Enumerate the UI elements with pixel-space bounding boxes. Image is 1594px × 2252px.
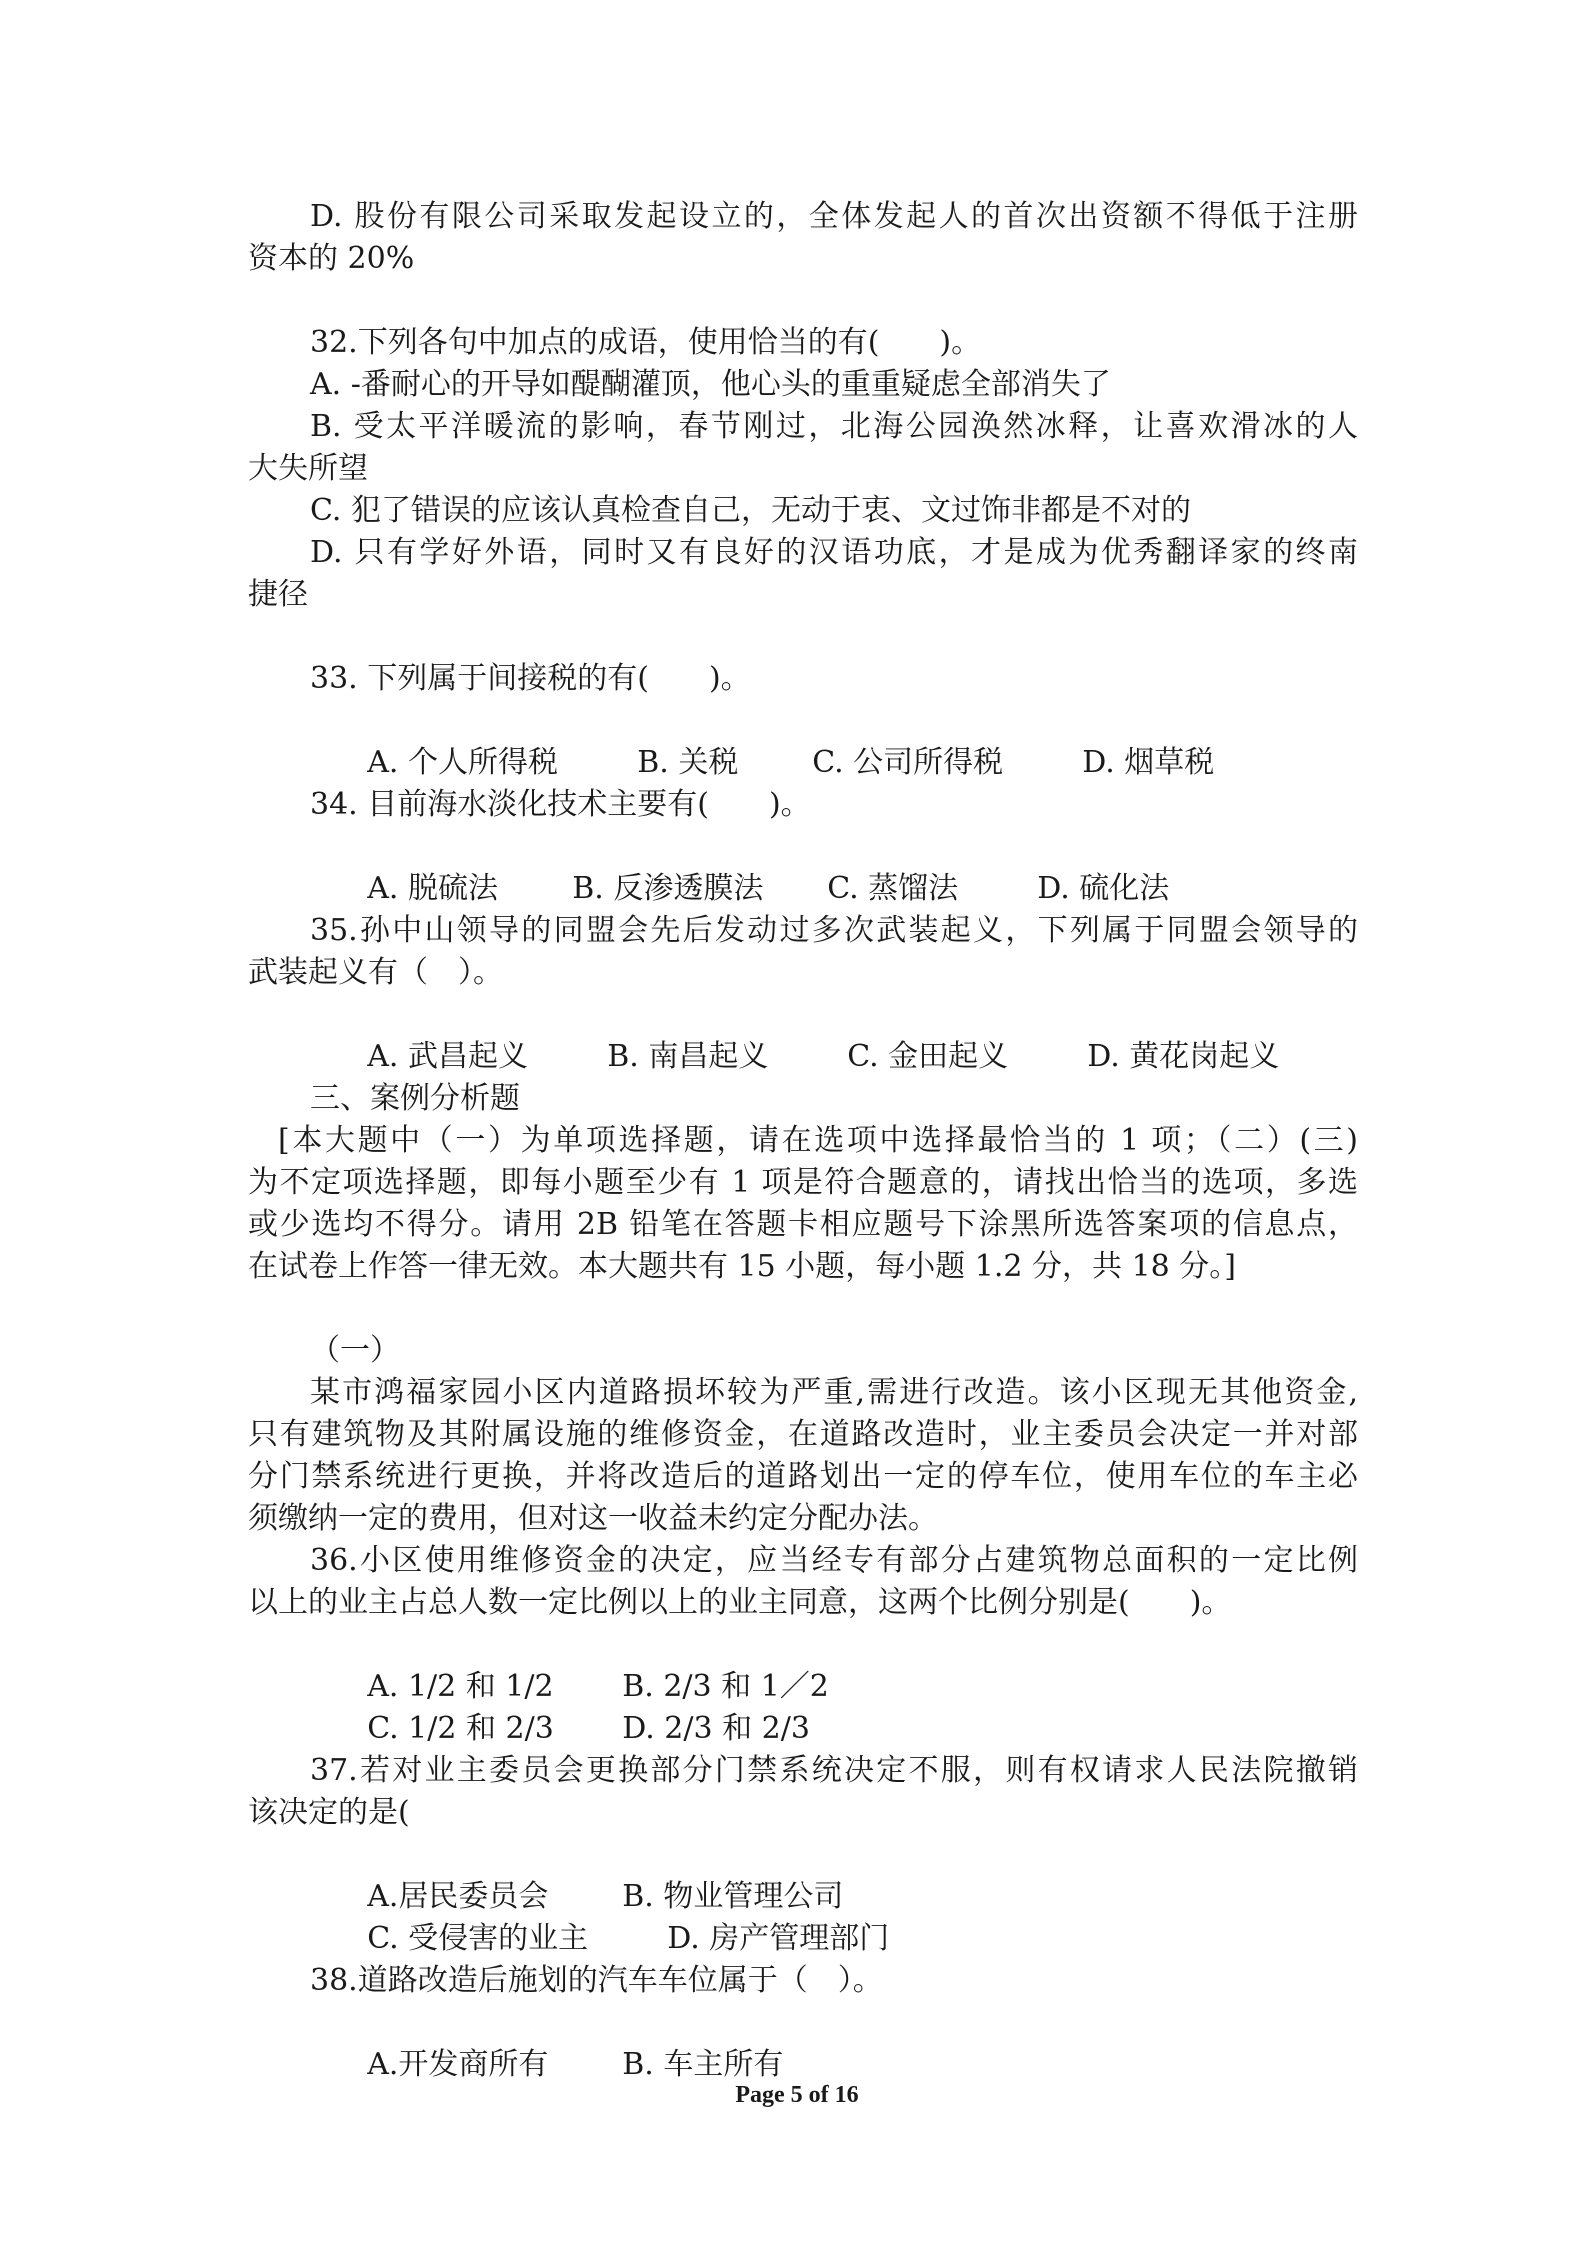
q37-stem-line1: 37.若对业主委员会更换部分门禁系统决定不服，则有权请求人民法院撤销 <box>310 1753 1358 1788</box>
q36-stem-line2: 以上的业主占总人数一定比例以上的业主同意，这两个比例分别是( )。 <box>248 1585 1232 1620</box>
q37-option-a: A.居民委员会 <box>367 1879 549 1914</box>
section3-title: 三、案例分析题 <box>310 1081 520 1116</box>
q33-option-d: D. 烟草税 <box>1082 745 1215 780</box>
q36-option-d: D. 2/3 和 2/3 <box>622 1711 810 1746</box>
q31-option-d-line2: 资本的 20% <box>248 241 415 276</box>
q36-option-b: B. 2/3 和 1／2 <box>622 1669 829 1704</box>
q34-option-c: C. 蒸馏法 <box>827 871 959 906</box>
page-content <box>248 196 1358 2082</box>
q37-option-c: C. 受侵害的业主 <box>367 1921 589 1956</box>
q37-options-row1 <box>248 1834 1358 1914</box>
q35-stem-line1: 35.孙中山领导的同盟会先后发动过多次武装起义，下列属于同盟会领导的 <box>310 913 1358 948</box>
q35-option-a: A. 武昌起义 <box>367 1039 528 1074</box>
q35-stem-line2: 武装起义有（ ）。 <box>248 955 503 990</box>
section3-instructions-line4: 在试卷上作答一律无效。本大题共有 15 小题，每小题 1.2 分，共 18 分。] <box>248 1249 1236 1284</box>
q38-option-a: A.开发商所有 <box>367 2047 549 2082</box>
q38-options-row1 <box>248 2002 1358 2082</box>
q35-option-c: C. 金田起义 <box>847 1039 1009 1074</box>
q35-option-b: B. 南昌起义 <box>607 1039 769 1074</box>
q37-option-b: B. 物业管理公司 <box>622 1879 844 1914</box>
q32-option-d-line1: D. 只有学好外语，同时又有良好的汉语功底，才是成为优秀翻译家的终南 <box>310 535 1358 570</box>
q32-option-c: C. 犯了错误的应该认真检查自己，无动于衷、文过饰非都是不对的 <box>310 493 1191 528</box>
q34-options <box>248 826 1358 906</box>
q32-option-b-line1: B. 受太平洋暖流的影响，春节刚过，北海公园涣然冰释，让喜欢滑冰的人 <box>310 409 1358 444</box>
q35-options <box>248 994 1358 1074</box>
q32-stem: 32.下列各句中加点的成语，使用恰当的有( )。 <box>310 325 982 360</box>
q37-stem-line2: 该决定的是( <box>248 1795 410 1830</box>
q34-option-d: D. 硫化法 <box>1037 871 1170 906</box>
q38-stem: 38.道路改造后施划的汽车车位属于（ ）。 <box>310 1963 883 1998</box>
case1-paragraph-line3: 分门禁系统进行更换，并将改造后的道路划出一定的停车位，使用车位的车主必 <box>248 1459 1358 1494</box>
section3-instructions-line3: 或少选均不得分。请用 2B 铅笔在答题卡相应题号下涂黑所选答案项的信息点， <box>248 1207 1358 1242</box>
case1-paragraph-line4: 须缴纳一定的费用，但对这一收益未约定分配办法。 <box>248 1501 938 1536</box>
q34-option-a: A. 脱硫法 <box>367 871 498 906</box>
q32-option-b-line2: 大失所望 <box>248 451 368 486</box>
q36-stem-line1: 36.小区使用维修资金的决定，应当经专有部分占建筑物总面积的一定比例 <box>310 1543 1358 1578</box>
case1-paragraph-line2: 只有建筑物及其附属设施的维修资金，在道路改造时，业主委员会决定一并对部 <box>248 1417 1358 1452</box>
q36-option-a: A. 1/2 和 1/2 <box>367 1669 554 1704</box>
case1-paragraph-line1: 某市鸿福家园小区内道路损坏较为严重,需进行改造。该小区现无其他资金, <box>310 1375 1358 1410</box>
q33-option-b: B. 关税 <box>637 745 739 780</box>
section3-instructions-line2: 为不定项选择题，即每小题至少有 1 项是符合题意的，请找出恰当的选项，多选 <box>248 1165 1358 1200</box>
q33-stem: 33. 下列属于间接税的有( )。 <box>310 661 751 696</box>
q36-options-row1 <box>248 1624 1358 1704</box>
q33-option-a: A. 个人所得税 <box>367 745 558 780</box>
q38-option-b: B. 车主所有 <box>622 2047 784 2082</box>
q34-option-b: B. 反渗透膜法 <box>572 871 764 906</box>
q37-option-d: D. 房产管理部门 <box>667 1921 890 1956</box>
q35-option-d: D. 黄花岗起义 <box>1087 1039 1280 1074</box>
section3-instructions-line1: [本大题中（一）为单项选择题，请在选项中选择最恰当的 1 项；（二）(三) <box>278 1123 1358 1158</box>
page-number-footer: Page 5 of 16 <box>735 2082 859 2108</box>
q32-option-a: A. -番耐心的开导如醍醐灌顶，他心头的重重疑虑全部消失了 <box>310 367 1111 402</box>
q36-option-c: C. 1/2 和 2/3 <box>367 1711 554 1746</box>
q33-option-c: C. 公司所得税 <box>812 745 1004 780</box>
q31-option-d-line1: D. 股份有限公司采取发起设立的，全体发起人的首次出资额不得低于注册 <box>310 199 1358 234</box>
case1-label: （一） <box>310 1333 400 1368</box>
q34-stem: 34. 目前海水淡化技术主要有( )。 <box>310 787 811 822</box>
q33-options <box>248 700 1358 780</box>
q32-option-d-line2: 捷径 <box>248 577 308 612</box>
